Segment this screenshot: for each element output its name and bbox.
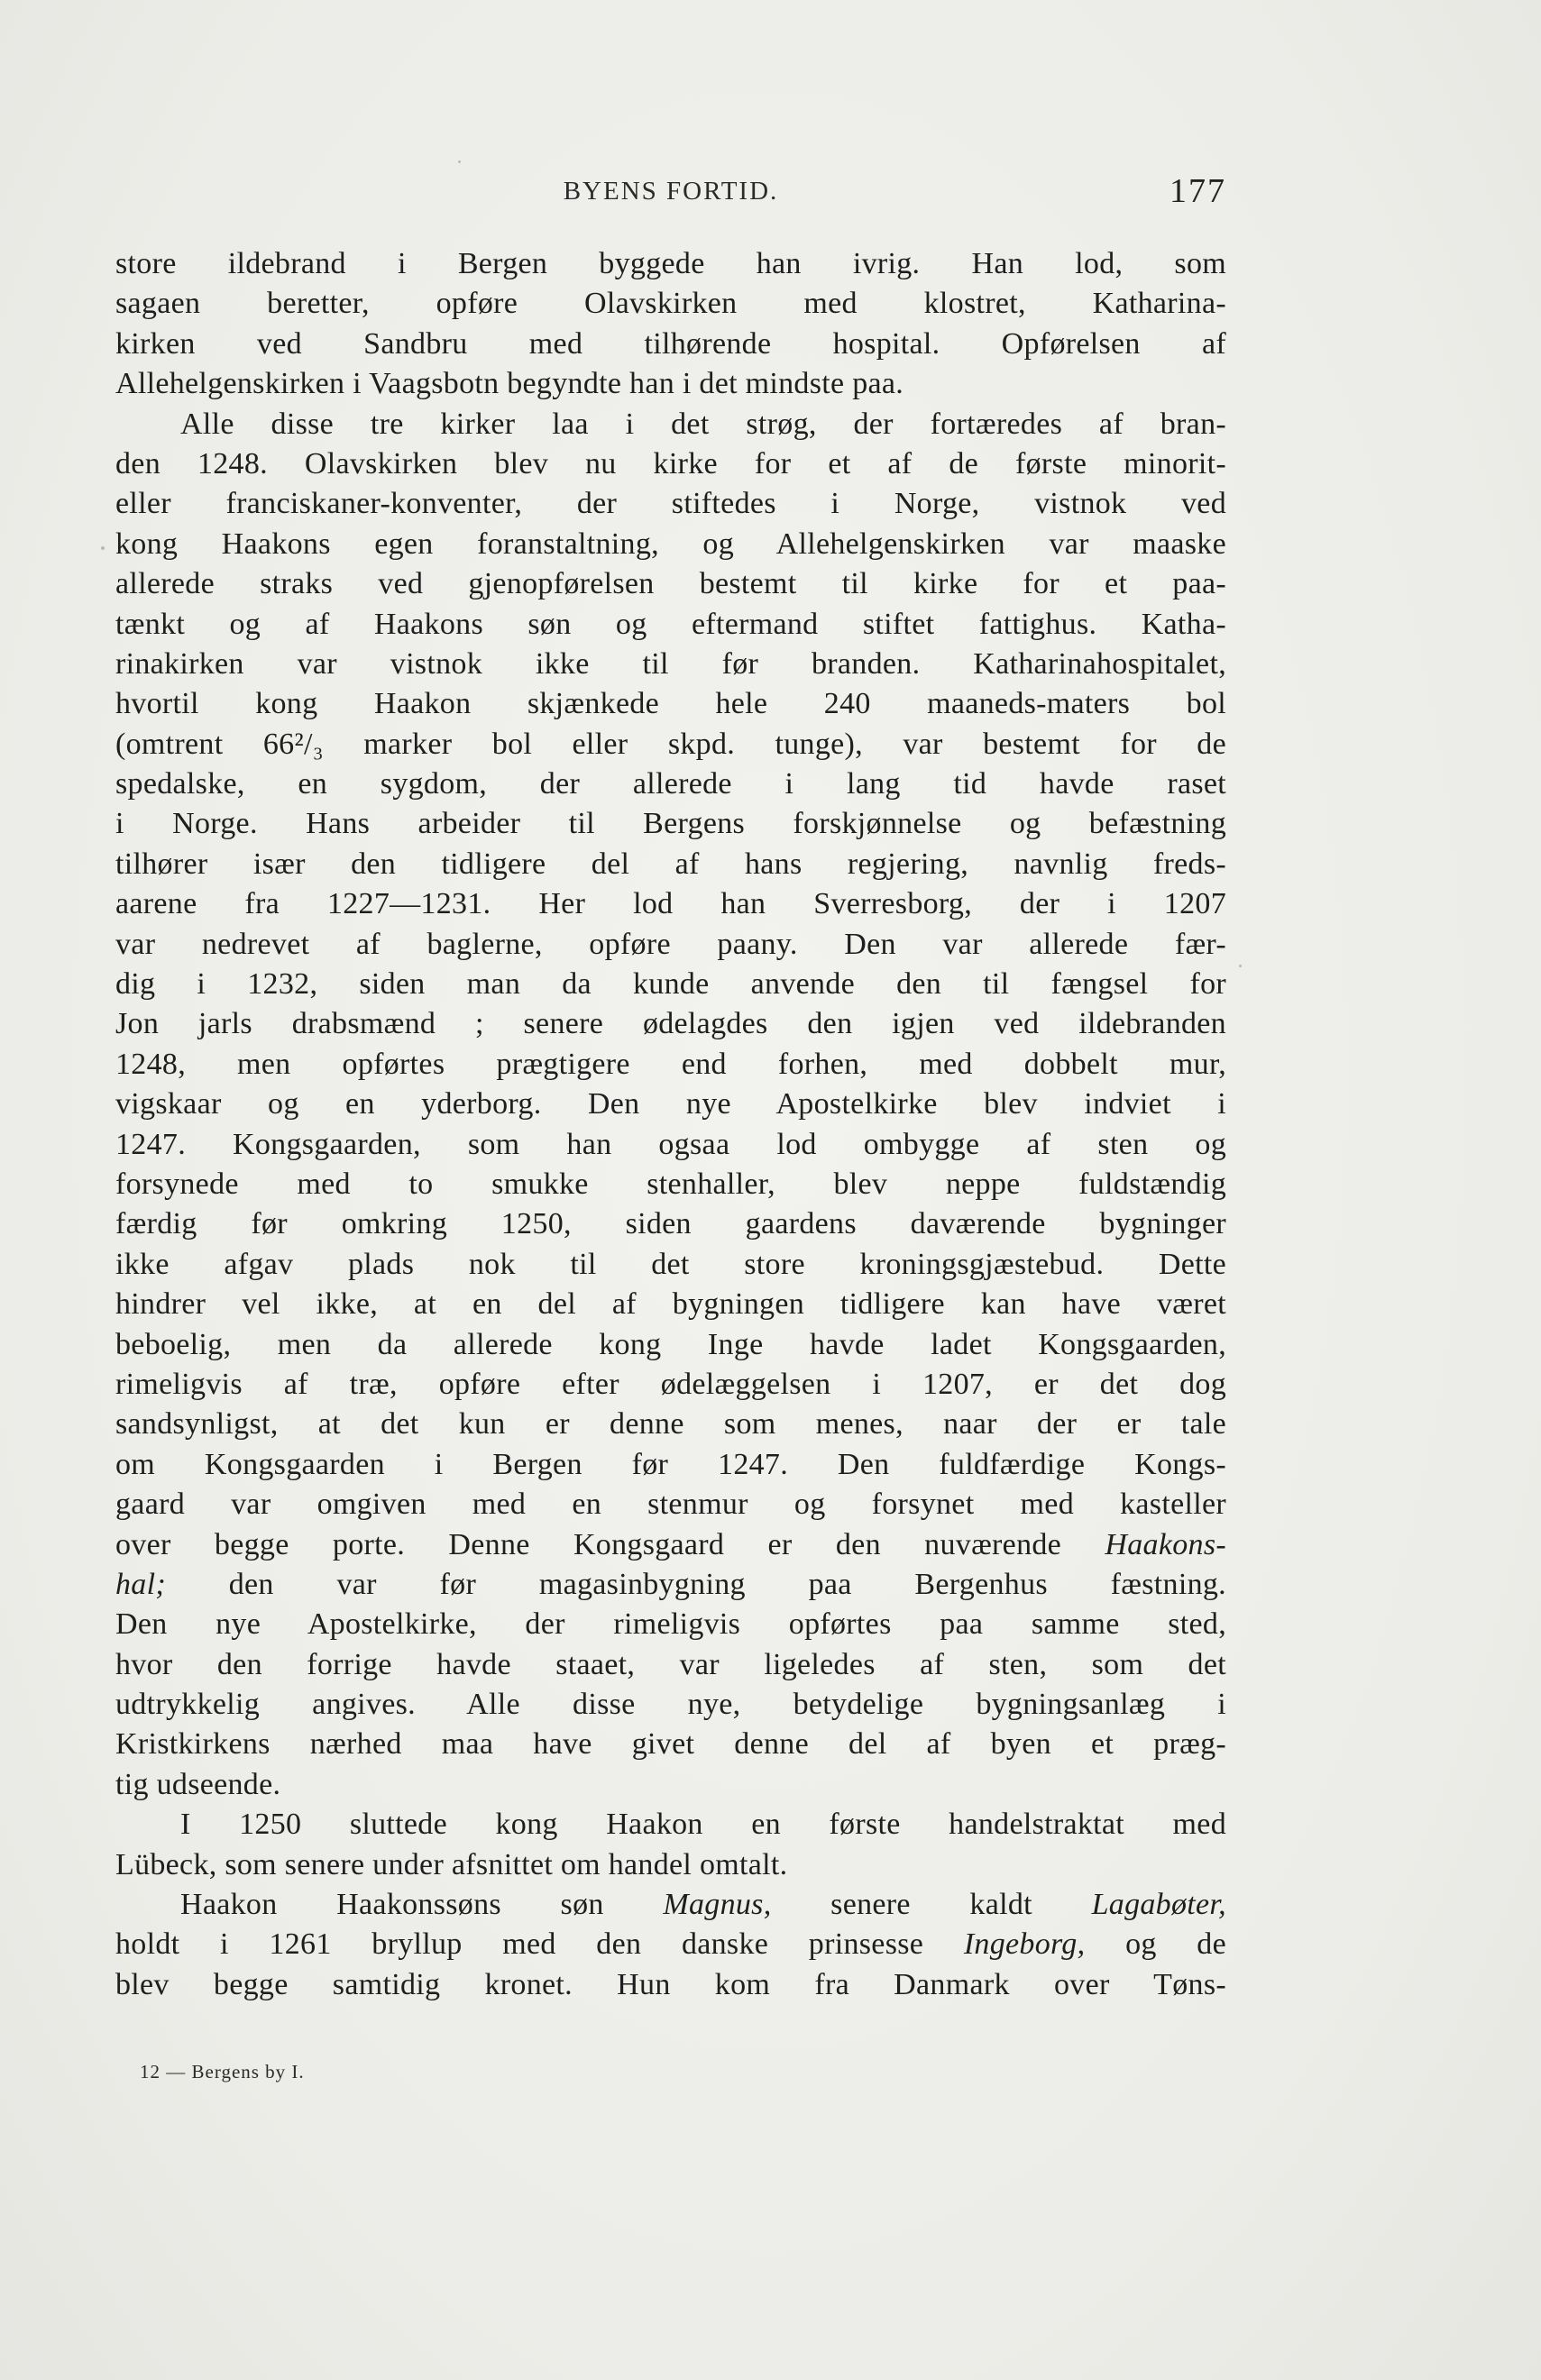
text-line — [115, 1925, 1226, 1964]
text-line: hindrer vel ikke, at en del af bygningen tidligere kan have været — [115, 1287, 1226, 1322]
text-line: I 1250 sluttede kong Haakon en første handelstraktat med — [180, 1808, 1226, 1842]
text-line: gaard var omgiven med en stenmur og forsynet med kasteller — [115, 1488, 1226, 1522]
text-line: var nedrevet af baglerne, opføre paany. Den var allerede fær- — [115, 927, 1226, 961]
text-line: forsynede med to smukke stenhaller, blev neppe fuldstændig — [115, 1167, 1226, 1201]
text-line: den 1248. Olavskirken blev nu kirke for et af de første minorit- — [115, 446, 1226, 481]
text-line: dig i 1232, siden man da kunde anvende den til fængsel for — [115, 967, 1226, 1002]
page-header — [115, 171, 1226, 225]
text-line: hvor den forrige havde staaet, var ligeledes af sten, som det — [115, 1647, 1226, 1681]
text-line: rinakirken var vistnok ikke til før branden. Katharinahospitalet, — [115, 646, 1226, 681]
text-segment: Haakon Haakonssøns søn — [180, 1888, 604, 1922]
text-line: hvortil kong Haakon skjænkede hele 240 maaneds-maters bol — [115, 687, 1226, 721]
text-line: om Kongsgaarden i Bergen før 1247. Den fuldfærdige Kongs- — [115, 1447, 1226, 1481]
text-line: kong Haakons egen foranstaltning, og Allehelgenskirken var maaske — [115, 526, 1226, 561]
text-segment: over begge porte. Denne Kongsgaard er den nuværende — [115, 1527, 1062, 1561]
text-line: store ildebrand i Bergen byggede han ivrig. Han lod, som — [115, 247, 1226, 280]
text-line: kirken ved Sandbru med tilhørende hospital. Opførelsen af — [115, 326, 1226, 361]
text-segment: holdt i 1261 bryllup med den danske prinsesse — [115, 1927, 924, 1962]
text-line: Den nye Apostelkirke, der rimeligvis opførtes paa samme sted, — [115, 1607, 1226, 1642]
italic-text: Ingeborg, — [963, 1927, 1086, 1962]
text-line: Jon jarls drabsmænd ; senere ødelagdes den igjen ved ildebranden — [115, 1007, 1226, 1041]
text-line: Alle disse tre kirker laa i det strøg, der fortæredes af bran- — [180, 407, 1226, 441]
text-line: tig udseende. — [115, 1767, 281, 1801]
signature-mark: 12 — Bergens by I. — [140, 2061, 305, 2082]
italic-text: Lagabøter, — [1091, 1888, 1226, 1922]
text-segment: senere kaldt — [830, 1888, 1032, 1922]
text-line: i Norge. Hans arbeider til Bergens forskjønnelse og befæstning — [115, 807, 1226, 841]
italic-text: hal; — [115, 1567, 166, 1601]
text-line: allerede straks ved gjenopførelsen bestemt til kirke for et paa- — [115, 567, 1226, 601]
body-text — [115, 244, 1226, 2005]
paper-speck — [458, 160, 461, 163]
text-line: vigskaar og en yderborg. Den nye Apostelkirke blev indviet i — [115, 1087, 1226, 1121]
text-line: udtrykkelig angives. Alle disse nye, betydelige bygningsanlæg i — [115, 1688, 1226, 1722]
italic-text: Magnus, — [663, 1888, 772, 1922]
text-line — [115, 1525, 1226, 1565]
text-line: færdig før omkring 1250, siden gaardens daværende bygninger — [115, 1207, 1226, 1241]
text-line: (omtrent 66²/₃ marker bol eller skpd. tunge), var bestemt for de — [115, 727, 1226, 761]
text-line: rimeligvis af træ, opføre efter ødelæggelsen i 1207, er det dog — [115, 1367, 1226, 1401]
paper-speck — [1239, 965, 1242, 967]
italic-text: Haakons- — [1105, 1527, 1226, 1561]
text-line: beboelig, men da allerede kong Inge havde ladet Kongsgaarden, — [115, 1327, 1226, 1361]
text-segment: og de — [1125, 1927, 1226, 1962]
text-line: aarene fra 1227—1231. Her lod han Sverresborg, der i 1207 — [115, 887, 1226, 921]
text-line — [115, 1885, 1226, 1925]
text-line: 1248, men opførtes prægtigere end forhen, med dobbelt mur, — [115, 1047, 1226, 1081]
page-number: 177 — [1170, 172, 1226, 210]
text-line: ikke afgav plads nok til det store kroningsgjæstebud. Dette — [115, 1247, 1226, 1281]
text-line: tilhører især den tidligere del af hans regjering, navnlig freds- — [115, 847, 1226, 881]
text-line: sandsynligst, at det kun er denne som menes, naar der er tale — [115, 1407, 1226, 1442]
text-line: spedalske, en sygdom, der allerede i lang tid havde raset — [115, 767, 1226, 801]
text-line: tænkt og af Haakons søn og eftermand stiftet fattighus. Katha- — [115, 607, 1226, 641]
text-line: eller franciskaner-konventer, der stiftedes i Norge, vistnok ved — [115, 487, 1226, 521]
text-line: 1247. Kongsgaarden, som han ogsaa lod ombygge af sten og — [115, 1127, 1226, 1161]
paper-speck — [101, 546, 105, 550]
text-segment: den var før magasinbygning paa Bergenhus fæstning. — [228, 1567, 1226, 1601]
text-line: sagaen beretter, opføre Olavskirken med klostret, Katharina- — [115, 287, 1226, 321]
text-line — [115, 1565, 1226, 1605]
text-line: blev begge samtidig kronet. Hun kom fra Danmark over Tøns- — [115, 1967, 1226, 2001]
running-head: BYENS FORTID. — [563, 177, 779, 206]
text-line: Lübeck, som senere under afsnittet om handel omtalt. — [115, 1847, 788, 1881]
text-line: Allehelgenskirken i Vaagsbotn begyndte han i det mindste paa. — [115, 367, 904, 401]
text-line: Kristkirkens nærhed maa have givet denne del af byen et præg- — [115, 1727, 1226, 1762]
